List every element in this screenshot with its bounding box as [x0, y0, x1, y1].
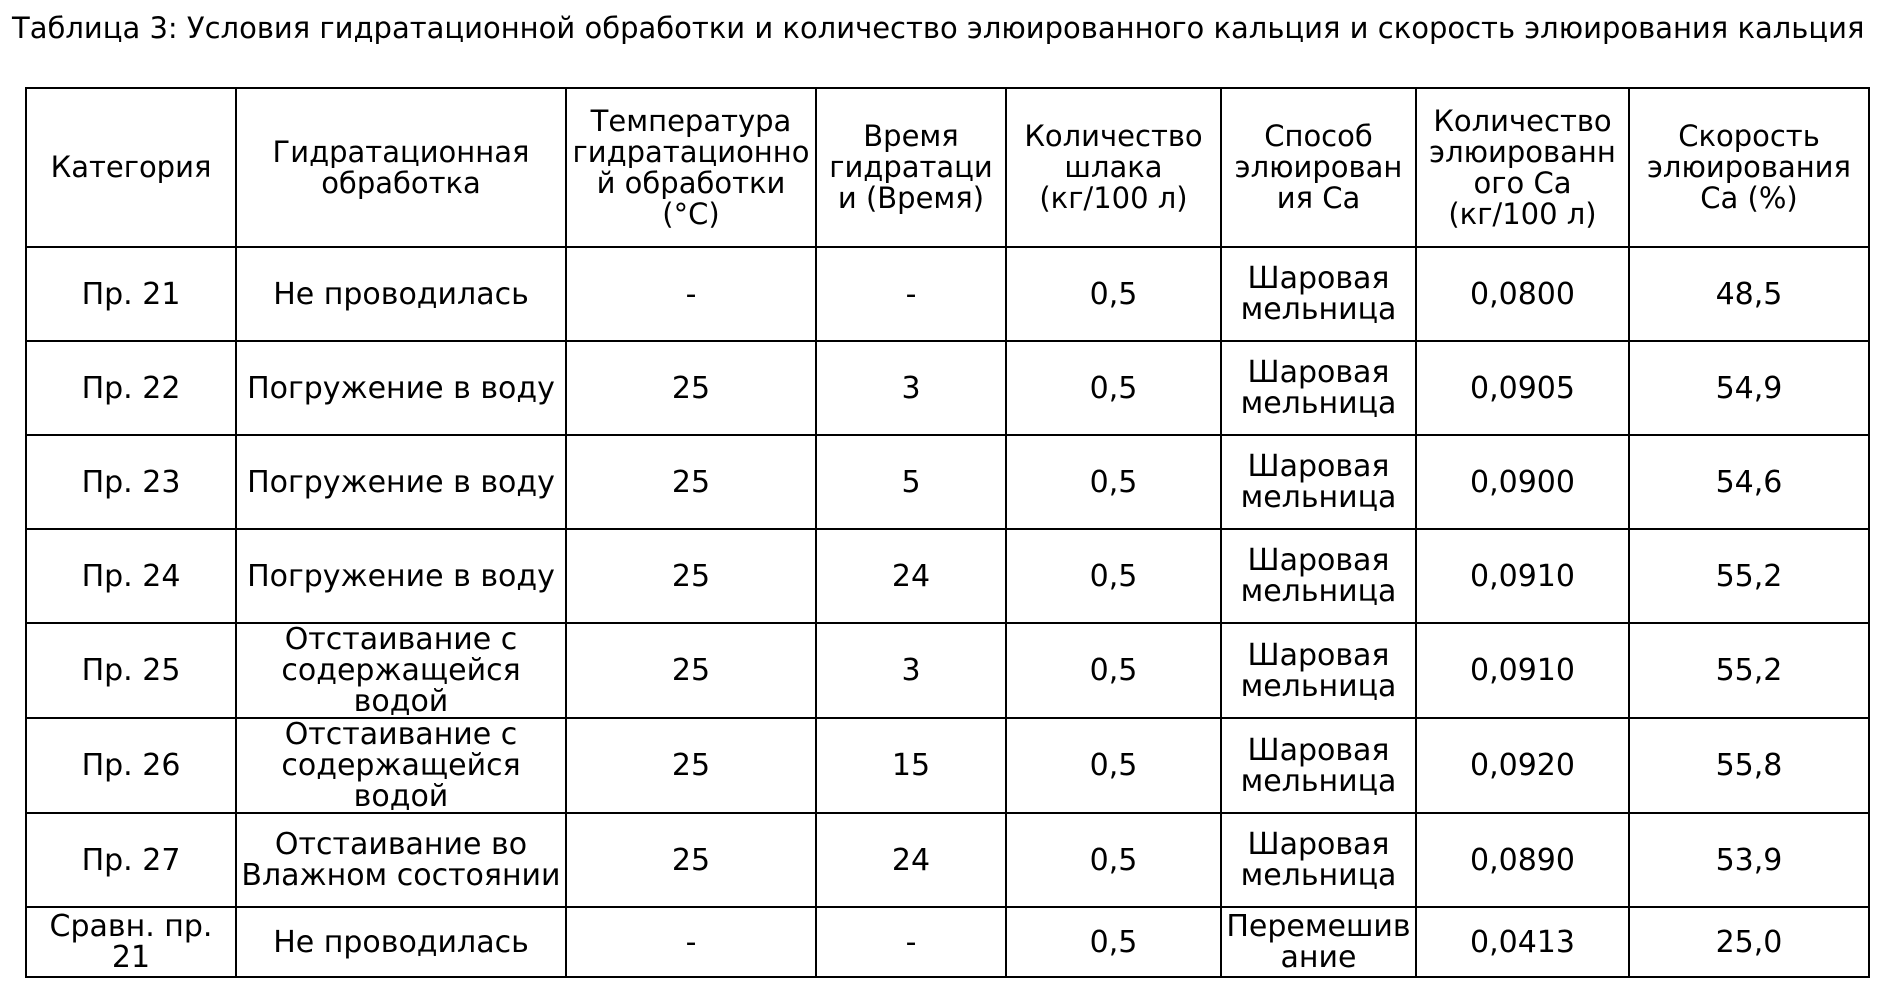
cell-hydration-temperature: 25 [566, 623, 816, 718]
cell-category: Пр. 26 [26, 718, 236, 813]
cell-elution-rate: 55,2 [1629, 529, 1869, 623]
table-row [26, 529, 1869, 623]
cell-eluted-ca-amount: 0,0920 [1416, 718, 1629, 813]
cell-eluted-ca-amount: 0,0413 [1416, 907, 1629, 977]
cell-hydration-time: - [816, 247, 1006, 341]
cell-elution-method: Шаровая мельница [1221, 623, 1416, 718]
cell-hydration-temperature: 25 [566, 341, 816, 435]
cell-hydration-time: 3 [816, 341, 1006, 435]
cell-hydration-treatment: Погружение в воду [236, 529, 566, 623]
table-row [26, 435, 1869, 529]
cell-slag-amount: 0,5 [1006, 247, 1221, 341]
cell-slag-amount: 0,5 [1006, 718, 1221, 813]
cell-elution-rate: 53,9 [1629, 813, 1869, 907]
table-row [26, 718, 1869, 813]
cell-elution-method: Перемешивание [1221, 907, 1416, 977]
cell-hydration-time: 24 [816, 529, 1006, 623]
cell-elution-rate: 54,6 [1629, 435, 1869, 529]
calcium-elution-table [25, 87, 1870, 978]
cell-category: Пр. 27 [26, 813, 236, 907]
cell-hydration-time: 15 [816, 718, 1006, 813]
header-elution-method: Способ элюирования Ca [1221, 88, 1416, 247]
cell-hydration-treatment: Отстаивание во Влажном состоянии [236, 813, 566, 907]
header-hydration-time: Время гидратации (Время) [816, 88, 1006, 247]
cell-eluted-ca-amount: 0,0800 [1416, 247, 1629, 341]
cell-elution-method: Шаровая мельница [1221, 247, 1416, 341]
cell-category: Пр. 24 [26, 529, 236, 623]
cell-hydration-treatment: Не проводилась [236, 907, 566, 977]
header-hydration-treatment: Гидратационная обработка [236, 88, 566, 247]
cell-elution-method: Шаровая мельница [1221, 529, 1416, 623]
table-row [26, 623, 1869, 718]
cell-hydration-temperature: 25 [566, 813, 816, 907]
table-row [26, 341, 1869, 435]
cell-eluted-ca-amount: 0,0890 [1416, 813, 1629, 907]
table-row [26, 247, 1869, 341]
cell-hydration-temperature: 25 [566, 529, 816, 623]
header-hydration-temperature: Температура гидратационной обработки (°C) [566, 88, 816, 247]
cell-elution-rate: 55,2 [1629, 623, 1869, 718]
table-caption: Таблица 3: Условия гидратационной обработки и количество элюированного кальция и скорость элюирования кальция [12, 11, 1865, 45]
cell-eluted-ca-amount: 0,0900 [1416, 435, 1629, 529]
cell-hydration-temperature: - [566, 247, 816, 341]
cell-hydration-treatment: Не проводилась [236, 247, 566, 341]
cell-hydration-temperature: 25 [566, 718, 816, 813]
cell-hydration-time: - [816, 907, 1006, 977]
cell-eluted-ca-amount: 0,0910 [1416, 623, 1629, 718]
cell-elution-method: Шаровая мельница [1221, 341, 1416, 435]
cell-category: Пр. 23 [26, 435, 236, 529]
header-eluted-ca-amount: Количество элюированного Ca (кг/100 л) [1416, 88, 1629, 247]
cell-hydration-time: 24 [816, 813, 1006, 907]
cell-hydration-treatment: Отстаивание с содержащейся водой [236, 623, 566, 718]
cell-slag-amount: 0,5 [1006, 623, 1221, 718]
cell-eluted-ca-amount: 0,0905 [1416, 341, 1629, 435]
cell-elution-rate: 55,8 [1629, 718, 1869, 813]
cell-hydration-time: 5 [816, 435, 1006, 529]
header-category: Категория [26, 88, 236, 247]
cell-elution-rate: 25,0 [1629, 907, 1869, 977]
cell-slag-amount: 0,5 [1006, 907, 1221, 977]
cell-slag-amount: 0,5 [1006, 529, 1221, 623]
cell-elution-rate: 54,9 [1629, 341, 1869, 435]
cell-hydration-treatment: Погружение в воду [236, 341, 566, 435]
cell-slag-amount: 0,5 [1006, 813, 1221, 907]
cell-category: Пр. 21 [26, 247, 236, 341]
cell-slag-amount: 0,5 [1006, 435, 1221, 529]
cell-eluted-ca-amount: 0,0910 [1416, 529, 1629, 623]
cell-hydration-temperature: 25 [566, 435, 816, 529]
cell-hydration-temperature: - [566, 907, 816, 977]
cell-hydration-treatment: Отстаивание с содержащейся водой [236, 718, 566, 813]
cell-elution-rate: 48,5 [1629, 247, 1869, 341]
table-row [26, 813, 1869, 907]
cell-elution-method: Шаровая мельница [1221, 813, 1416, 907]
cell-elution-method: Шаровая мельница [1221, 435, 1416, 529]
header-slag-amount: Количество шлака (кг/100 л) [1006, 88, 1221, 247]
cell-category: Пр. 25 [26, 623, 236, 718]
cell-hydration-treatment: Погружение в воду [236, 435, 566, 529]
cell-category: Сравн. пр. 21 [26, 907, 236, 977]
header-elution-rate: Скорость элюирования Ca (%) [1629, 88, 1869, 247]
table-row [26, 907, 1869, 977]
cell-category: Пр. 22 [26, 341, 236, 435]
cell-slag-amount: 0,5 [1006, 341, 1221, 435]
cell-hydration-time: 3 [816, 623, 1006, 718]
cell-elution-method: Шаровая мельница [1221, 718, 1416, 813]
header-row [26, 88, 1869, 247]
